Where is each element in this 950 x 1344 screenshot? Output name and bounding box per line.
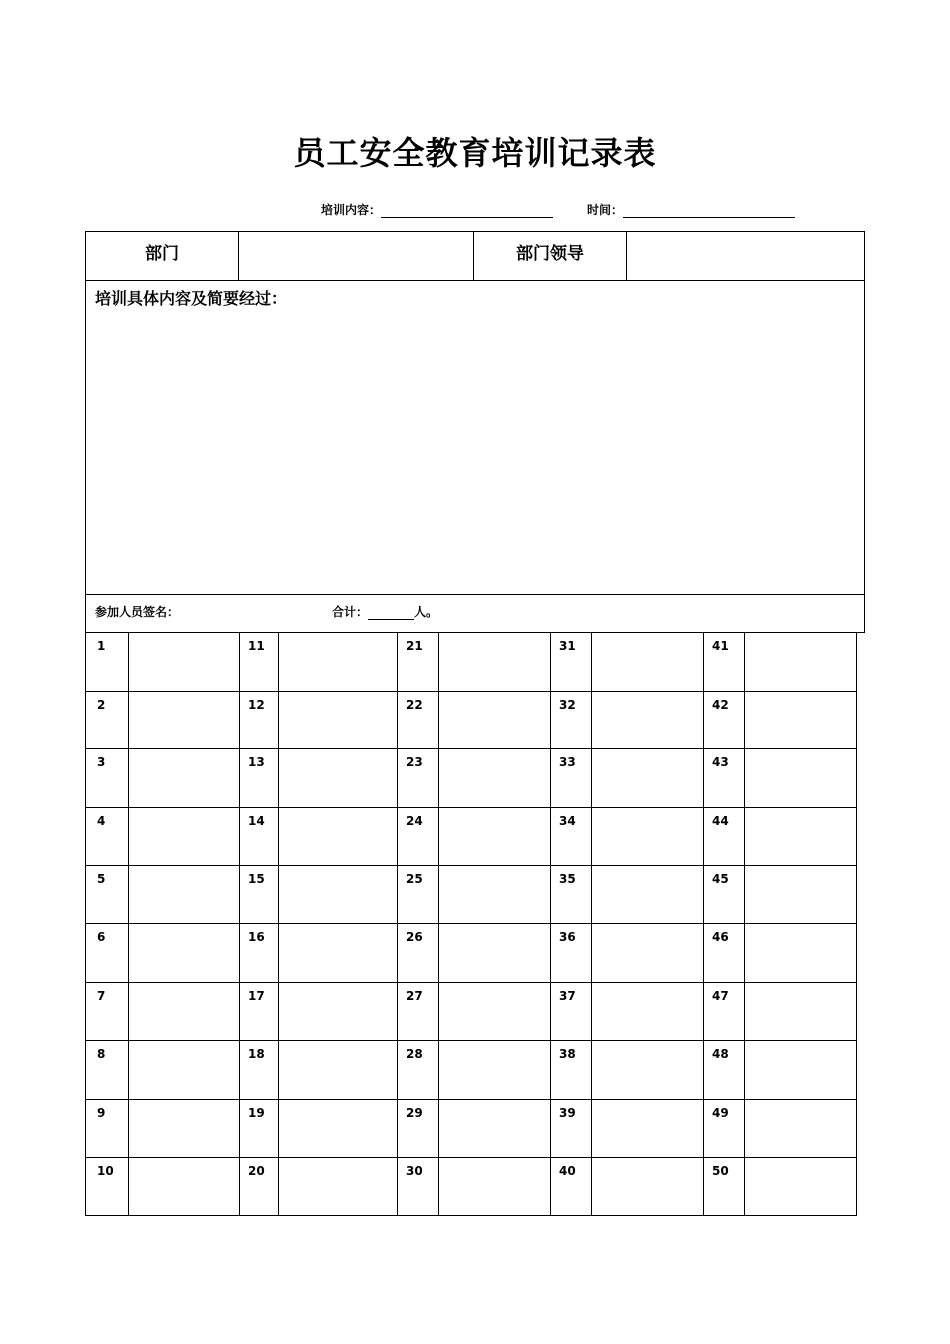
training-content-field[interactable] — [321, 201, 553, 218]
dept-value-cell[interactable] — [239, 232, 474, 280]
signature-number: 7 — [97, 989, 106, 1003]
signature-number: 2 — [97, 698, 106, 712]
signature-cell[interactable] — [129, 982, 239, 1040]
signature-cell[interactable] — [437, 1099, 550, 1157]
time-line[interactable] — [623, 205, 795, 218]
signature-cell[interactable] — [437, 632, 550, 691]
signature-cell[interactable] — [129, 865, 239, 923]
time-label: 时间： — [587, 203, 624, 217]
signature-number: 37 — [559, 989, 576, 1003]
signature-cell[interactable] — [279, 632, 397, 691]
signature-number: 43 — [712, 755, 729, 769]
signature-number: 44 — [712, 814, 729, 828]
signature-cell[interactable] — [590, 1040, 703, 1099]
signature-number: 50 — [712, 1164, 729, 1178]
content-section[interactable] — [85, 280, 865, 595]
signature-cell[interactable] — [279, 691, 397, 748]
total-count-line[interactable] — [368, 608, 414, 620]
signature-number: 45 — [712, 872, 729, 886]
signature-cell[interactable] — [279, 1157, 397, 1216]
signature-row — [85, 594, 865, 633]
signature-number: 28 — [406, 1047, 423, 1061]
signature-cell[interactable] — [129, 923, 239, 982]
signature-grid — [85, 632, 857, 1216]
signature-cell[interactable] — [437, 1040, 550, 1099]
signature-number: 47 — [712, 989, 729, 1003]
signature-cell[interactable] — [279, 982, 397, 1040]
total-field — [332, 603, 438, 620]
training-content-label: 培训内容： — [321, 203, 382, 217]
signature-cell[interactable] — [743, 982, 858, 1040]
signature-number: 22 — [406, 698, 423, 712]
dept-label: 部门 — [86, 232, 239, 280]
signature-number: 14 — [248, 814, 265, 828]
total-suffix: 人。 — [414, 605, 439, 619]
signature-number: 9 — [97, 1106, 106, 1120]
signature-cell[interactable] — [129, 632, 239, 691]
signature-cell[interactable] — [279, 923, 397, 982]
signature-cell[interactable] — [437, 691, 550, 748]
signature-number: 34 — [559, 814, 576, 828]
time-field[interactable] — [587, 201, 795, 218]
signature-number: 6 — [97, 930, 106, 944]
signature-number: 33 — [559, 755, 576, 769]
signature-number: 27 — [406, 989, 423, 1003]
signature-cell[interactable] — [743, 632, 858, 691]
signature-number: 29 — [406, 1106, 423, 1120]
dept-leader-label: 部门领导 — [474, 232, 627, 280]
header-row — [85, 231, 865, 281]
signature-cell[interactable] — [590, 632, 703, 691]
signature-number: 42 — [712, 698, 729, 712]
signature-number: 25 — [406, 872, 423, 886]
signature-number: 13 — [248, 755, 265, 769]
signature-number: 49 — [712, 1106, 729, 1120]
signature-cell[interactable] — [590, 982, 703, 1040]
signature-label: 参加人员签名： — [95, 605, 180, 619]
signature-number: 41 — [712, 639, 729, 653]
signature-cell[interactable] — [590, 691, 703, 748]
signature-number: 4 — [97, 814, 106, 828]
signature-cell[interactable] — [590, 807, 703, 865]
signature-cell[interactable] — [590, 1099, 703, 1157]
signature-number: 1 — [97, 639, 106, 653]
dept-leader-value-cell[interactable] — [627, 232, 864, 280]
signature-cell[interactable] — [437, 748, 550, 807]
signature-number: 16 — [248, 930, 265, 944]
content-section-label: 培训具体内容及简要经过： — [95, 289, 288, 308]
signature-number: 8 — [97, 1047, 106, 1061]
signature-number: 40 — [559, 1164, 576, 1178]
signature-number: 23 — [406, 755, 423, 769]
signature-number: 48 — [712, 1047, 729, 1061]
signature-number: 11 — [248, 639, 265, 653]
signature-cell[interactable] — [437, 1157, 550, 1216]
signature-cell[interactable] — [129, 691, 239, 748]
signature-number: 30 — [406, 1164, 423, 1178]
signature-cell[interactable] — [590, 865, 703, 923]
signature-cell[interactable] — [437, 865, 550, 923]
signature-cell[interactable] — [437, 982, 550, 1040]
signature-number: 39 — [559, 1106, 576, 1120]
signature-number: 18 — [248, 1047, 265, 1061]
signature-number: 5 — [97, 872, 106, 886]
training-content-line[interactable] — [381, 205, 553, 218]
signature-cell[interactable] — [743, 748, 858, 807]
page-title: 员工安全教育培训记录表 — [293, 134, 657, 172]
signature-number: 12 — [248, 698, 265, 712]
signature-cell[interactable] — [590, 1157, 703, 1216]
signature-cell[interactable] — [743, 1040, 858, 1099]
signature-cell[interactable] — [129, 807, 239, 865]
signature-number: 19 — [248, 1106, 265, 1120]
signature-cell[interactable] — [743, 923, 858, 982]
signature-cell[interactable] — [129, 1099, 239, 1157]
signature-cell[interactable] — [590, 748, 703, 807]
signature-number: 35 — [559, 872, 576, 886]
signature-cell[interactable] — [279, 807, 397, 865]
signature-number: 21 — [406, 639, 423, 653]
signature-number: 38 — [559, 1047, 576, 1061]
signature-cell[interactable] — [590, 923, 703, 982]
signature-number: 32 — [559, 698, 576, 712]
signature-number: 36 — [559, 930, 576, 944]
signature-cell[interactable] — [743, 807, 858, 865]
signature-cell[interactable] — [129, 1040, 239, 1099]
signature-cell[interactable] — [743, 865, 858, 923]
signature-number: 10 — [97, 1164, 114, 1178]
signature-number: 17 — [248, 989, 265, 1003]
total-label: 合计： — [332, 605, 369, 619]
signature-cell[interactable] — [129, 748, 239, 807]
signature-number: 3 — [97, 755, 106, 769]
signature-number: 26 — [406, 930, 423, 944]
signature-number: 31 — [559, 639, 576, 653]
signature-number: 46 — [712, 930, 729, 944]
signature-cell[interactable] — [437, 807, 550, 865]
signature-cell[interactable] — [279, 865, 397, 923]
signature-cell[interactable] — [279, 1099, 397, 1157]
signature-cell[interactable] — [279, 1040, 397, 1099]
signature-number: 15 — [248, 872, 265, 886]
signature-cell[interactable] — [279, 748, 397, 807]
signature-number: 20 — [248, 1164, 265, 1178]
signature-cell[interactable] — [743, 691, 858, 748]
signature-cell[interactable] — [129, 1157, 239, 1216]
signature-cell[interactable] — [437, 923, 550, 982]
signature-cell[interactable] — [743, 1157, 858, 1216]
signature-number: 24 — [406, 814, 423, 828]
signature-cell[interactable] — [743, 1099, 858, 1157]
